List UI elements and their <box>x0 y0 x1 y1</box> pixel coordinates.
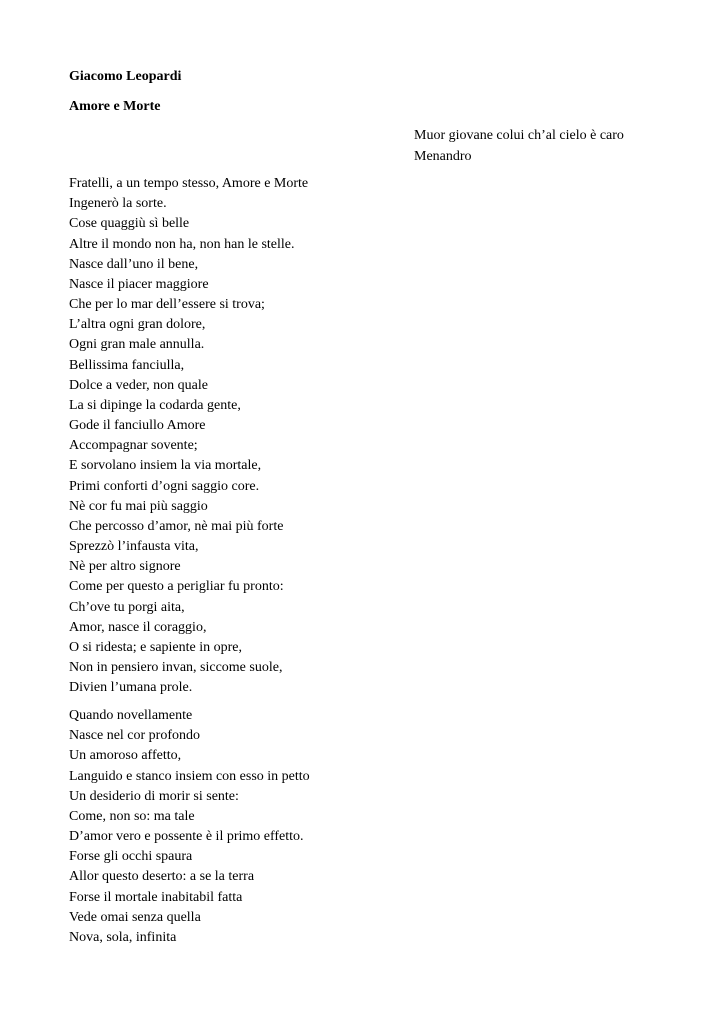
poem-line: Languido e stanco insiem con esso in petto <box>69 768 310 784</box>
epigraph-quote: Muor giovane colui ch’al cielo è caro <box>414 128 624 143</box>
poem-line: Altre il mondo non ha, non han le stelle. <box>69 236 295 252</box>
poem-line: Nasce nel cor profondo <box>69 728 201 744</box>
poem-line: D’amor vero e possente è il primo effetto. <box>69 829 304 845</box>
poem-line: Nasce il piacer maggiore <box>69 276 209 292</box>
poem-line: Nova, sola, infinita <box>69 929 177 945</box>
poem-line: Ingenerò la sorte. <box>69 196 167 212</box>
poem-line: Nè per altro signore <box>69 559 181 575</box>
poem-line: Un desiderio di morir si sente: <box>69 788 239 804</box>
poem-line: Vede omai senza quella <box>69 909 201 925</box>
poem-line: Quando novellamente <box>69 708 193 723</box>
author-name: Giacomo Leopardi <box>69 69 182 84</box>
poem-line: Sprezzò l’infausta vita, <box>69 539 199 555</box>
poem-line: Bellissima fanciulla, <box>69 357 185 373</box>
poem-line: Ch’ove tu porgi aita, <box>69 599 185 615</box>
poem-line: La si dipinge la codarda gente, <box>69 397 241 413</box>
poem-line: Che percosso d’amor, nè mai più forte <box>69 518 284 534</box>
poem-line: Non in pensiero invan, siccome suole, <box>69 660 283 676</box>
poem-line: Divien l’umana prole. <box>69 680 193 696</box>
poem-line: Cose quaggiù sì belle <box>69 216 190 232</box>
poem-line: L’altra ogni gran dolore, <box>69 317 206 333</box>
poem-line: Allor questo deserto: a se la terra <box>69 869 255 885</box>
poem-line: Come, non so: ma tale <box>69 808 195 824</box>
epigraph <box>414 125 624 167</box>
poem-title: Amore e Morte <box>69 99 161 114</box>
poem-line: Fratelli, a un tempo stesso, Amore e Morte <box>69 176 309 191</box>
poem-line: Un amoroso affetto, <box>69 748 182 764</box>
poem-line: Dolce a veder, non quale <box>69 377 208 393</box>
poem-line: Gode il fanciullo Amore <box>69 418 206 434</box>
poem-line: Ogni gran male annulla. <box>69 337 205 353</box>
poem-line: Forse il mortale inabitabil fatta <box>69 889 243 905</box>
stanza-1 <box>69 174 308 698</box>
poem-line: Nè cor fu mai più saggio <box>69 498 208 514</box>
poem-line: E sorvolano insiem la via mortale, <box>69 458 262 474</box>
poem-line: Che per lo mar dell’essere si trova; <box>69 297 265 313</box>
stanza-2 <box>69 706 310 948</box>
epigraph-attribution: Menandro <box>414 149 472 164</box>
poem-line: Accompagnar sovente; <box>69 438 198 454</box>
poem-line: O si ridesta; e sapiente in opre, <box>69 639 243 655</box>
poem-line: Come per questo a perigliar fu pronto: <box>69 579 284 595</box>
poem-line: Forse gli occhi spaura <box>69 849 193 865</box>
poem-line: Nasce dall’uno il bene, <box>69 256 199 272</box>
poem-line: Amor, nasce il coraggio, <box>69 619 207 635</box>
poem-line: Primi conforti d’ogni saggio core. <box>69 478 260 494</box>
